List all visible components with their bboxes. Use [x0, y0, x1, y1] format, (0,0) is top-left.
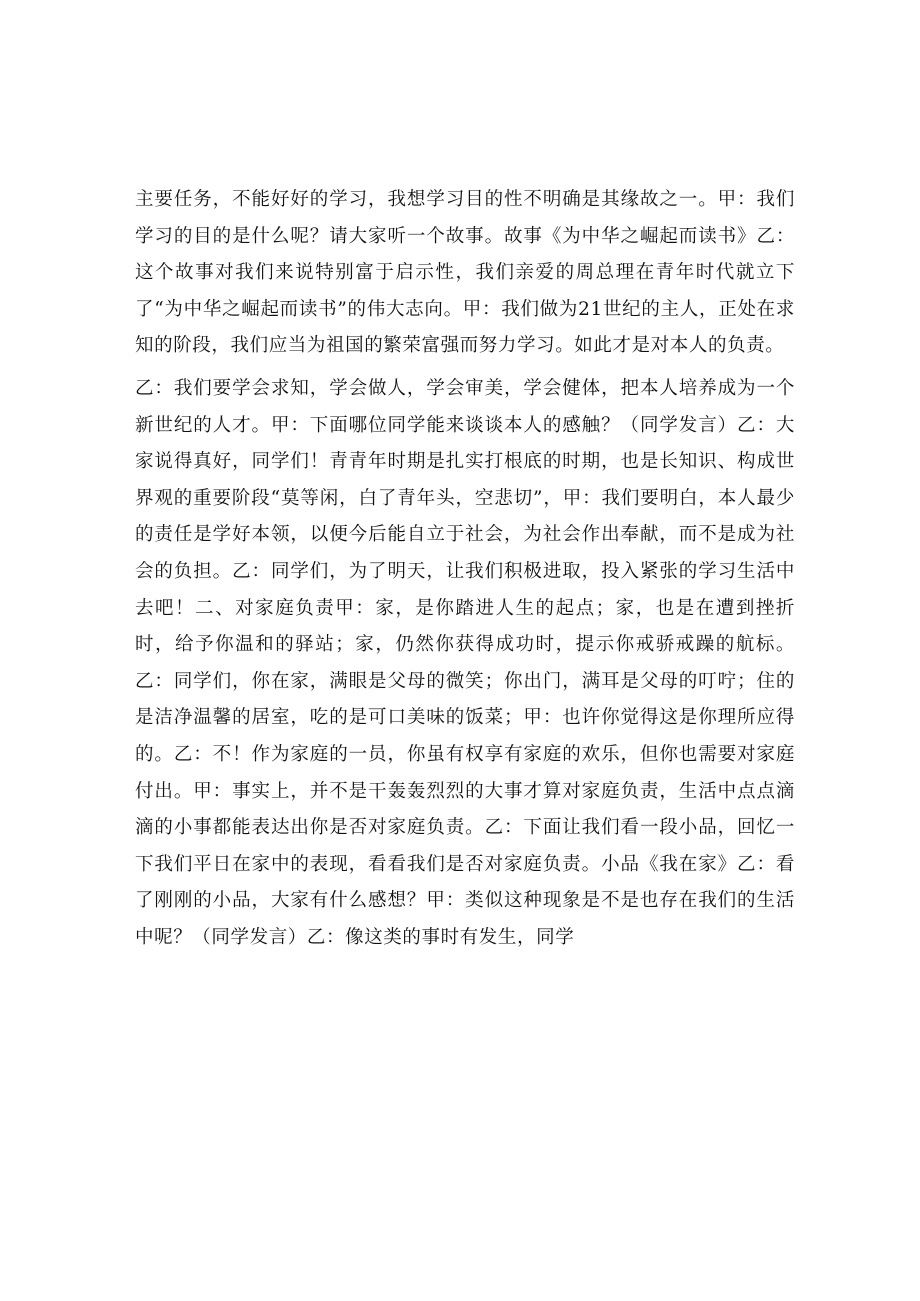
paragraph-2: 乙：我们要学会求知，学会做人，学会审美，学会健体，把本人培养成为一个新世纪的人才。甲：下面哪位同学能来谈谈本人的感触？（同学发言）乙：大家说得真好，同学们！青青年时期是扎实打根底的时期，也是长知识、构成世界观的重要阶段“莫等闲，白了青年头，空悲切”，甲：我们要明白，本人最少的责任是学好本领，以便今后能自立于社会，为社会作出奉献，而不是成为社会的负担。乙：同学们，为了明天，让我们积极进取，投入紧张的学习生活中去吧！二、对家庭负责甲：家，是你踏进人生的起点；家，也是在遭到挫折时，给予你温和的驿站；家，仍然你获得成功时，提示你戒骄戒躁的航标。乙：同学们，你在家，满眼是父母的微笑；你出门，满耳是父母的叮咛；住的是洁净温馨的居室，吃的是可口美味的饭菜；甲：也许你觉得这是你理所应得的。乙：不！作为家庭的一员，你虽有权享有家庭的欢乐，但你也需要对家庭付出。甲：事实上，并不是干轰轰烈烈的大事才算对家庭负责，生活中点点滴滴的小事都能表达出你是否对家庭负责。乙：下面让我们看一段小品，回忆一下我们平日在家中的表现，看看我们是否对家庭负责。小品《我在家》乙：看了刚刚的小品，大家有什么感想？甲：类似这种现象是不是也存在我们的生活中呢？（同学发言）乙：像这类的事时有发生，同学: [135, 377, 795, 948]
paragraph-1: 主要任务，不能好好的学习，我想学习目的性不明确是其缘故之一。甲：我们学习的目的是什么呢？请大家听一个故事。故事《为中华之崛起而读书》乙：这个故事对我们来说特别富于启示性，我们亲爱的周总理在青年时代就立下了“为中华之崛起而读书”的伟大志向。甲：我们做为21世纪的主人，正处在求知的阶段，我们应当为祖国的繁荣富强而努力学习。如此才是对本人的负责。: [135, 189, 795, 357]
document-body: [135, 182, 795, 962]
